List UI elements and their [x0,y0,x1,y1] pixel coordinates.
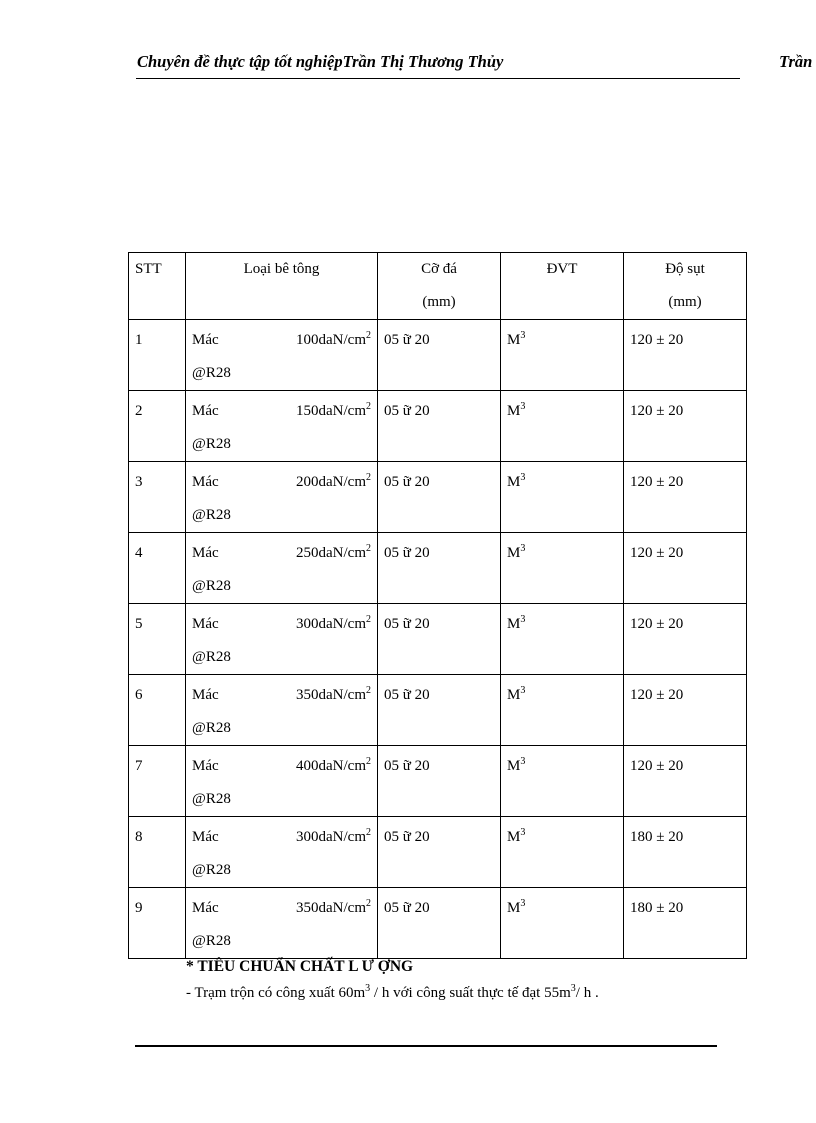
cell-concrete-type [186,462,378,533]
grade-strength [296,466,371,499]
header-slump-line1: Độ sụt [665,261,705,277]
cell-slump: 120 ± 20 [624,746,747,817]
grade-label: Mác [192,616,219,632]
note-text-part2: / h với công suất thực tế đạt 55m [370,985,571,1001]
unit-exponent: 3 [520,330,526,341]
grade-strength-exponent: 2 [366,756,371,767]
cell-slump: 120 ± 20 [624,604,747,675]
cell-stt: 3 [129,462,186,533]
grade-strength [296,892,371,925]
cell-stone-size: 05 ữ 20 [378,604,501,675]
unit-value: M [507,616,521,632]
cell-concrete-type [186,888,378,959]
cell-stt: 6 [129,675,186,746]
table-row [129,746,747,817]
header-stt: STT [129,253,186,320]
grade-label: Mác [192,403,219,419]
unit-value: M [507,900,521,916]
cell-slump: 120 ± 20 [624,533,747,604]
cell-stt: 8 [129,817,186,888]
header-slump [624,253,747,320]
grade-strength [296,395,371,428]
unit-exponent: 3 [520,898,526,909]
grade-strength-value: 250daN/cm [296,545,366,561]
footer-divider [135,1045,717,1047]
cell-stt: 1 [129,320,186,391]
cell-concrete-type [186,746,378,817]
grade-line [192,750,371,783]
grade-strength-value: 350daN/cm [296,687,366,703]
table-row [129,320,747,391]
page-header-title: Chuyên đề thực tập tốt nghiệpTrần Thị Thương Thủy [137,52,504,71]
unit-exponent: 3 [520,472,526,483]
grade-strength [296,608,371,641]
table-body [129,320,747,959]
grade-line [192,608,371,641]
cell-slump: 120 ± 20 [624,320,747,391]
grade-line [192,324,371,357]
grade-strength-exponent: 2 [366,401,371,412]
grade-label: Mác [192,758,219,774]
grade-strength-exponent: 2 [366,827,371,838]
quality-standard-heading: * TIÊU CHUẨN CHẤT L Ư ỢNG [186,958,414,975]
cell-unit [501,888,624,959]
grade-line [192,466,371,499]
cell-concrete-type [186,675,378,746]
note-exp2: 3 [570,983,576,994]
header-divider [136,78,740,79]
grade-label: Mác [192,687,219,703]
cell-slump: 120 ± 20 [624,391,747,462]
cell-unit [501,533,624,604]
unit-value: M [507,687,521,703]
grade-suffix: @R28 [192,862,231,878]
grade-label: Mác [192,474,219,490]
unit-value: M [507,829,521,845]
grade-strength [296,750,371,783]
table-row [129,888,747,959]
note-exp1: 3 [365,983,371,994]
cell-stone-size: 05 ữ 20 [378,675,501,746]
grade-strength-value: 300daN/cm [296,616,366,632]
cell-stt: 4 [129,533,186,604]
cell-concrete-type [186,533,378,604]
grade-suffix: @R28 [192,365,231,381]
table-row [129,462,747,533]
grade-line [192,821,371,854]
grade-strength-exponent: 2 [366,614,371,625]
cell-concrete-type [186,817,378,888]
unit-exponent: 3 [520,685,526,696]
header-slump-line2: (mm) [668,294,702,310]
grade-line [192,395,371,428]
grade-suffix: @R28 [192,507,231,523]
cell-unit [501,391,624,462]
grade-suffix: @R28 [192,436,231,452]
table-row [129,675,747,746]
cell-stone-size: 05 ữ 20 [378,320,501,391]
table-row [129,817,747,888]
concrete-spec-table [128,252,747,959]
grade-strength-value: 200daN/cm [296,474,366,490]
grade-line [192,892,371,925]
grade-label: Mác [192,829,219,845]
cell-concrete-type [186,604,378,675]
cell-unit [501,604,624,675]
grade-suffix: @R28 [192,649,231,665]
header-unit: ĐVT [501,253,624,320]
cell-stone-size: 05 ữ 20 [378,888,501,959]
cell-unit [501,462,624,533]
grade-line [192,679,371,712]
unit-exponent: 3 [520,614,526,625]
grade-strength-exponent: 2 [366,685,371,696]
table-row [129,604,747,675]
unit-exponent: 3 [520,827,526,838]
unit-exponent: 3 [520,401,526,412]
cell-slump: 120 ± 20 [624,675,747,746]
grade-strength-value: 300daN/cm [296,829,366,845]
cell-concrete-type [186,320,378,391]
grade-strength [296,821,371,854]
unit-exponent: 3 [520,756,526,767]
grade-label: Mác [192,332,219,348]
unit-exponent: 3 [520,543,526,554]
grade-suffix: @R28 [192,578,231,594]
grade-label: Mác [192,545,219,561]
grade-strength-value: 100daN/cm [296,332,366,348]
cell-stone-size: 05 ữ 20 [378,462,501,533]
table-row [129,533,747,604]
note-text-part3: / h . [575,985,599,1001]
note-text-part1: - Trạm trộn có công xuất 60m [186,985,366,1001]
grade-strength-value: 400daN/cm [296,758,366,774]
cell-unit [501,320,624,391]
cell-unit [501,817,624,888]
grade-suffix: @R28 [192,791,231,807]
cell-unit [501,746,624,817]
cell-slump: 180 ± 20 [624,888,747,959]
grade-strength-exponent: 2 [366,898,371,909]
cell-unit [501,675,624,746]
cell-concrete-type [186,391,378,462]
header-concrete-type: Loại bê tông [186,253,378,320]
header-stone-size [378,253,501,320]
grade-strength [296,324,371,357]
unit-value: M [507,758,521,774]
grade-suffix: @R28 [192,933,231,949]
grade-strength-exponent: 2 [366,330,371,341]
cell-stone-size: 05 ữ 20 [378,817,501,888]
cell-stt: 2 [129,391,186,462]
cell-stone-size: 05 ữ 20 [378,391,501,462]
cell-stt: 7 [129,746,186,817]
unit-value: M [507,332,521,348]
cell-stt: 9 [129,888,186,959]
grade-suffix: @R28 [192,720,231,736]
cell-stone-size: 05 ữ 20 [378,533,501,604]
cell-stt: 5 [129,604,186,675]
grade-strength [296,679,371,712]
unit-value: M [507,545,521,561]
grade-strength-exponent: 2 [366,543,371,554]
cell-stone-size: 05 ữ 20 [378,746,501,817]
quality-standard-text [186,985,599,1002]
grade-strength-value: 350daN/cm [296,900,366,916]
grade-strength [296,537,371,570]
unit-value: M [507,403,521,419]
grade-line [192,537,371,570]
table-row [129,391,747,462]
header-stone-size-line1: Cỡ đá [421,261,457,277]
table-header-row [129,253,747,320]
cell-slump: 180 ± 20 [624,817,747,888]
header-stone-size-line2: (mm) [422,294,456,310]
unit-value: M [507,474,521,490]
page-header-author-overflow: Trần [779,52,813,71]
cell-slump: 120 ± 20 [624,462,747,533]
grade-strength-value: 150daN/cm [296,403,366,419]
grade-strength-exponent: 2 [366,472,371,483]
grade-label: Mác [192,900,219,916]
